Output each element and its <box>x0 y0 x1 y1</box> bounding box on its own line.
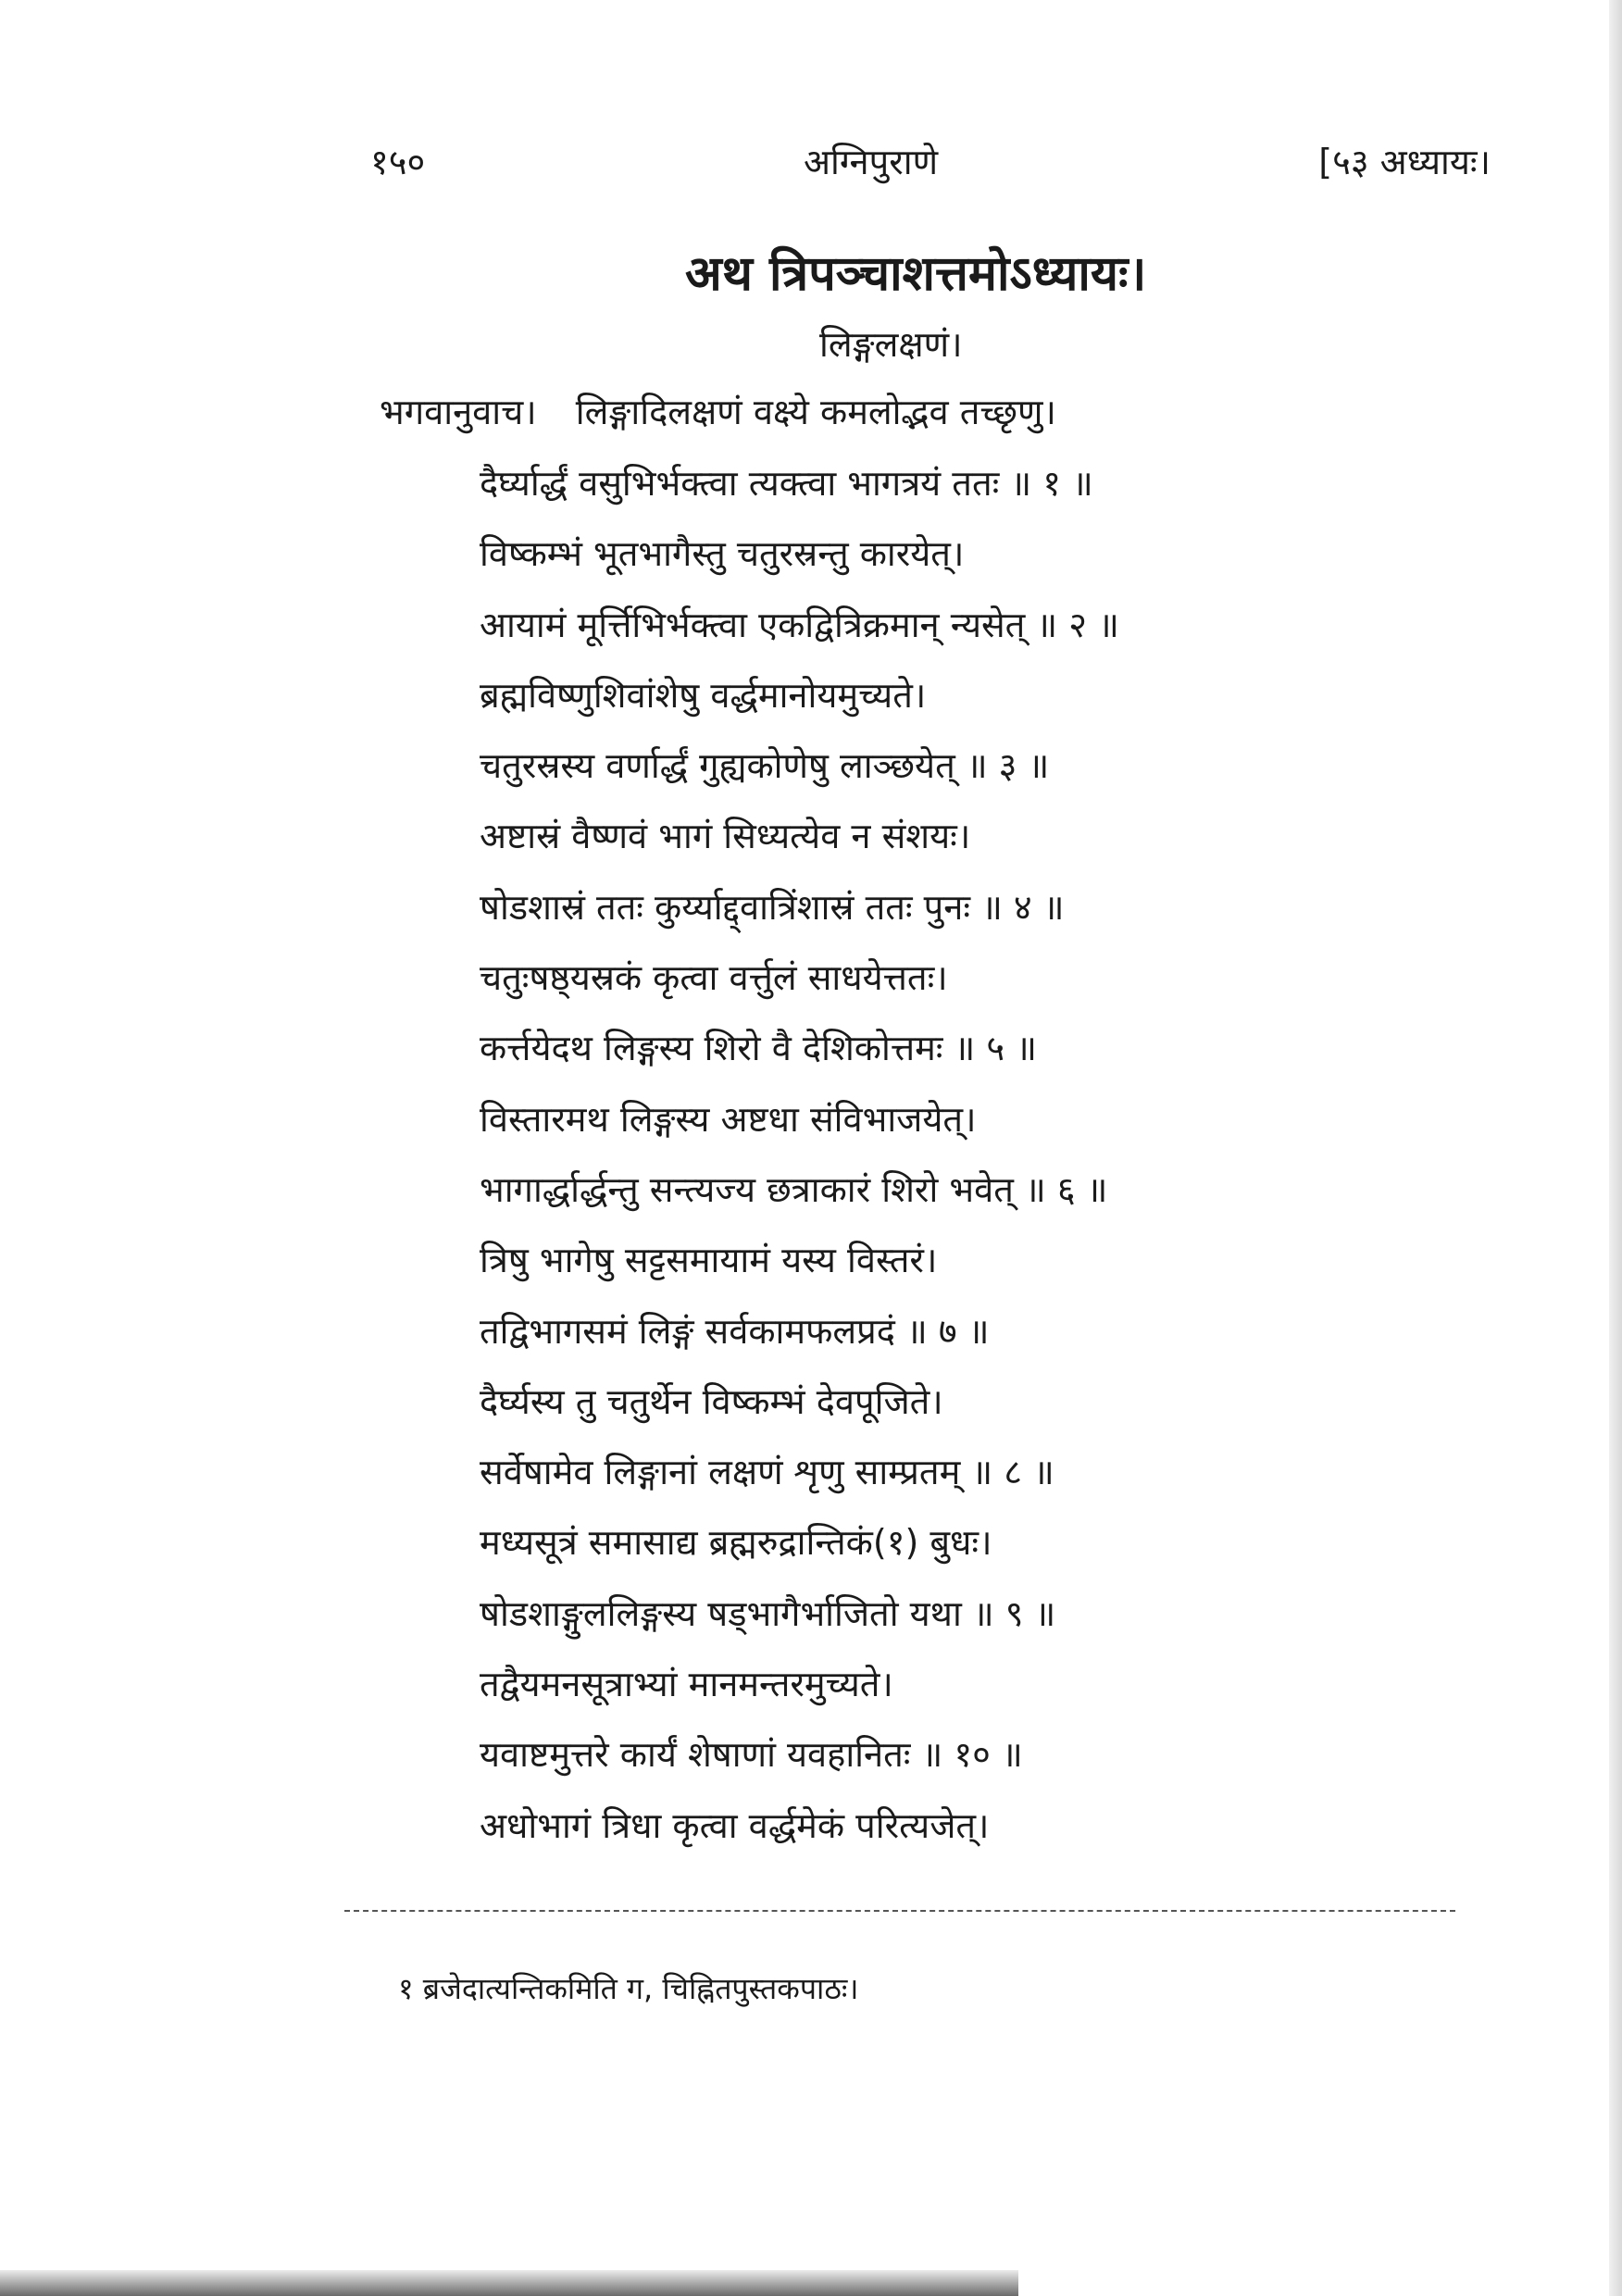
verse-line: दैर्घ्यार्द्धं वसुभिर्भक्त्वा त्यक्त्वा भागत्रयं ततः ॥ १ ॥ <box>480 463 1093 504</box>
scan-edge-shadow <box>0 2270 1018 2296</box>
chapter-title: अथ त्रिपञ्चाशत्तमोऽध्यायः। <box>685 246 1147 302</box>
running-header <box>370 137 1491 193</box>
verse-line: विष्कम्भं भूतभागैस्तु चतुरस्रन्तु कारयेत्। <box>480 533 965 575</box>
verse-line: त्रिषु भागेषु सट्टसमायामं यस्य विस्तरं। <box>480 1240 938 1281</box>
opening-verse: लिङ्गादिलक्षणं वक्ष्ये कमलोद्भव तच्छृणु। <box>575 392 1056 432</box>
verse-line: षोडशास्रं ततः कुर्य्याद्द्वात्रिंशास्रं ततः पुनः ॥ ४ ॥ <box>480 886 1065 928</box>
verse-line: चतुरस्रस्य वर्णार्द्धं गुह्यकोणेषु लाञ्छयेत् ॥ ३ ॥ <box>480 745 1050 787</box>
verse-line: कर्त्तयेदथ लिङ्गस्य शिरो वै देशिकोत्तमः ॥ ५ ॥ <box>480 1028 1038 1069</box>
verse-line: तद्विभागसमं लिङ्गं सर्वकामफलप्रदं ॥ ७ ॥ <box>480 1310 990 1352</box>
page-number: १५० <box>370 142 426 182</box>
verse-line: विस्तारमथ लिङ्गस्य अष्टधा संविभाजयेत्। <box>480 1098 977 1140</box>
chapter-subtitle: लिङ्गलक्षणं। <box>819 324 963 365</box>
speaker-label: भगवानुवाच। <box>380 392 537 432</box>
verse-line: षोडशाङ्गुललिङ्गस्य षड्भागैर्भाजितो यथा ॥ ९ ॥ <box>480 1592 1056 1634</box>
book-title: अग्निपुराणे <box>804 142 939 182</box>
verse-line: दैर्घ्यस्य तु चतुर्थेन विष्कम्भं देवपूजिते। <box>480 1380 943 1422</box>
page-edge-shadow <box>1609 0 1622 2296</box>
verse-line: सर्वेषामेव लिङ्गानां लक्षणं शृणु साम्प्रतम् ॥ ८ ॥ <box>480 1452 1054 1493</box>
verse-line: ब्रह्मविष्णुशिवांशेषु वर्द्धमानोयमुच्यते। <box>480 674 927 716</box>
verse-line: आयामं मूर्त्तिभिर्भक्त्वा एकद्वित्रिक्रमान् न्यसेत् ॥ २ ॥ <box>480 604 1119 645</box>
opening-line <box>380 387 1056 435</box>
verse-line: यवाष्टमुत्तरे कार्यं शेषाणां यवहानितः ॥ १० ॥ <box>480 1734 1023 1776</box>
verse-line: अष्टास्रं वैष्णवं भागं सिध्यत्येव न संशयः। <box>480 816 971 857</box>
verse-line: भागार्द्धार्द्धन्तु सन्त्यज्य छत्राकारं शिरो भवेत् ॥ ६ ॥ <box>480 1168 1108 1210</box>
verse-line: मध्यसूत्रं समासाद्य ब्रह्मरुद्रान्तिकं(१) बुधः। <box>480 1522 992 1564</box>
chapter-reference: [५३ अध्यायः। <box>1318 142 1491 182</box>
verse-line: अधोभागं त्रिधा कृत्वा वर्द्धमेकं परित्यजेत्। <box>480 1804 990 1846</box>
footnote: १ ब्रजेदात्यन्तिकमिति ग, चिह्नितपुस्तकपाठः। <box>398 1971 859 2006</box>
verse-line: तद्वैयमनसूत्राभ्यां मानमन्तरमुच्यते। <box>480 1664 893 1705</box>
footnote-divider <box>344 1910 1455 1912</box>
verse-list <box>480 457 1498 1870</box>
verse-line: चतुःषष्ठ्यस्रकं कृत्वा वर्त्तुलं साधयेत्ततः। <box>480 957 948 999</box>
